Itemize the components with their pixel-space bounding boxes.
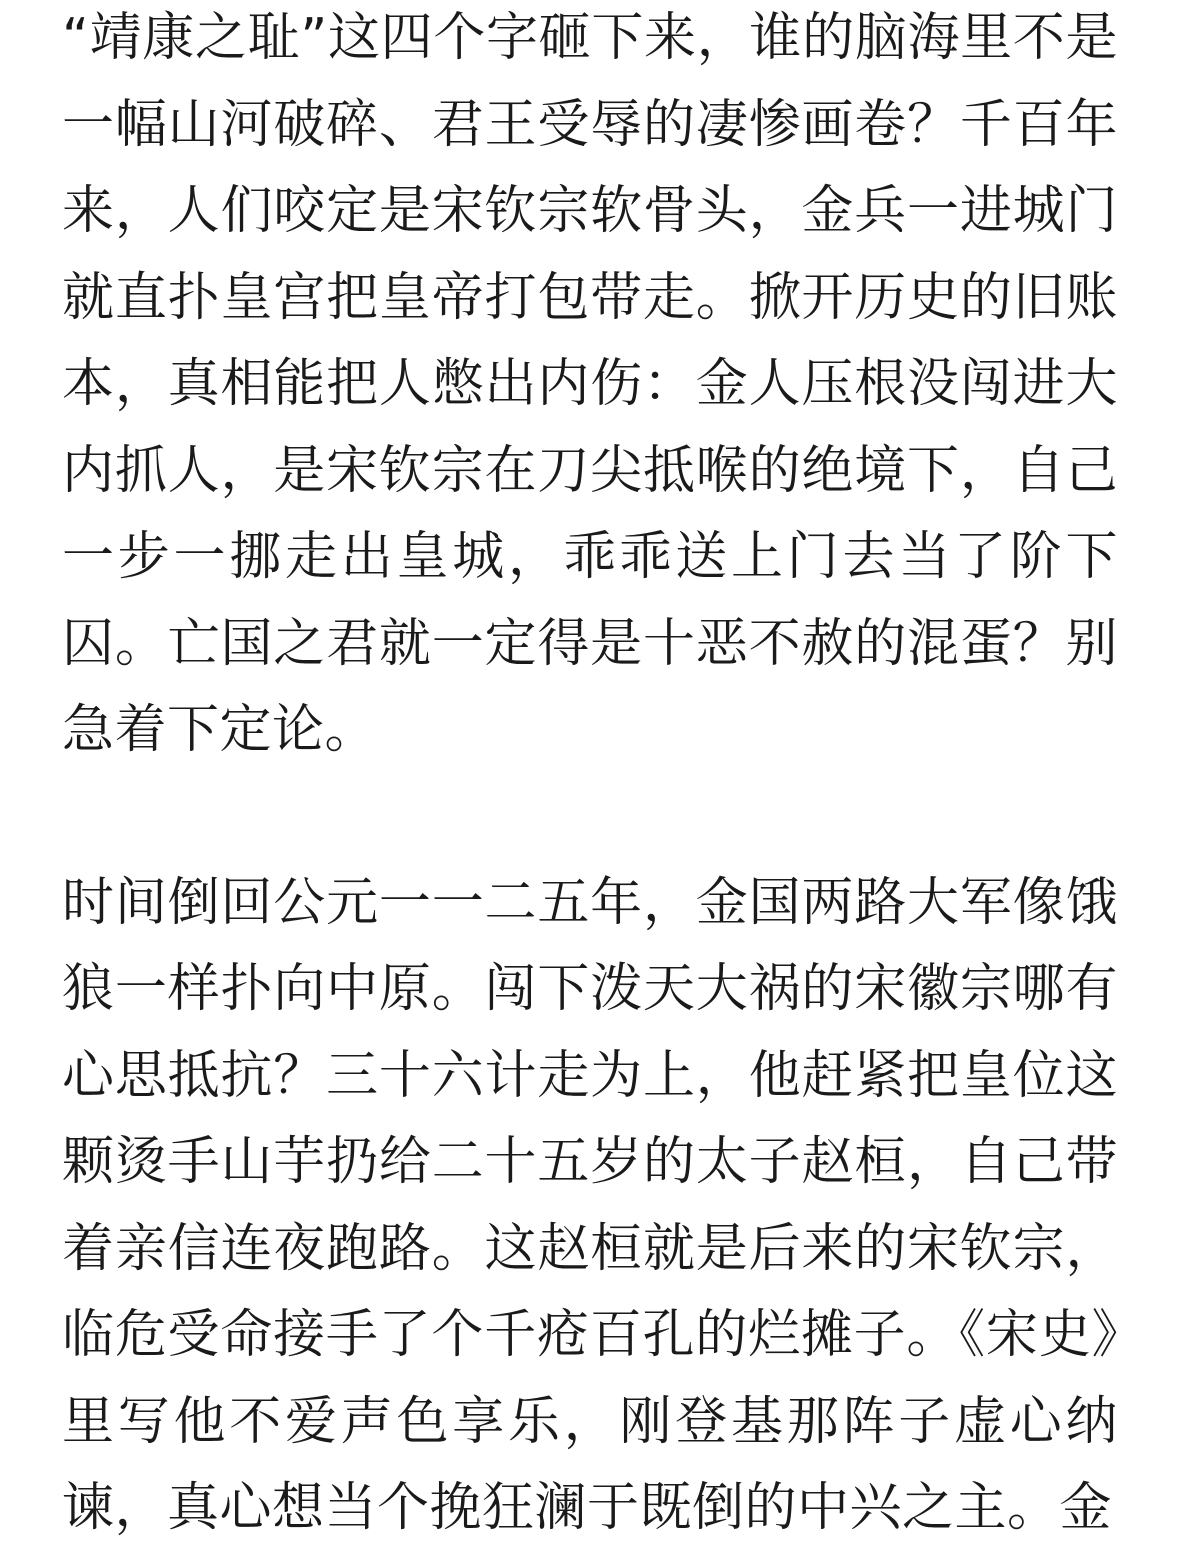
article-paragraph-2: 时间倒回公元一一二五年，金国两路大军像饿狼一样扑向中原。闯下泼天大祸的宋徽宗哪有心思抵抗？三十六计走为上，他赶紧把皇位这颗烫手山芋扔给二十五岁的太子赵桓，自己带着亲信连夜跑路。这赵桓就是后来的宋钦宗，临危受命接手了个千疮百孔的烂摊子。《宋史》里写他不爱声色享乐，刚登基那阵子虚心纳谏，真心想当个挽狂澜于既倒的中兴之主。金 bbox=[62, 872, 1118, 1538]
article-paragraph-1: “靖康之耻”这四个字砸下来，谁的脑海里不是一幅山河破碎、君王受辱的凄惨画卷？千百年来，人们咬定是宋钦宗软骨头，金兵一进城门就直扑皇宫把皇帝打包带走。掀开历史的旧账本，真相能把人憋出内伤：金人压根没闯进大内抓人，是宋钦宗在刀尖抵喉的绝境下，自己一步一挪走出皇城，乖乖送上门去当了阶下囚。亡国之君就一定得是十恶不赦的混蛋？别急着下定论。 bbox=[62, 8, 1118, 760]
article-body bbox=[62, 0, 1118, 1552]
